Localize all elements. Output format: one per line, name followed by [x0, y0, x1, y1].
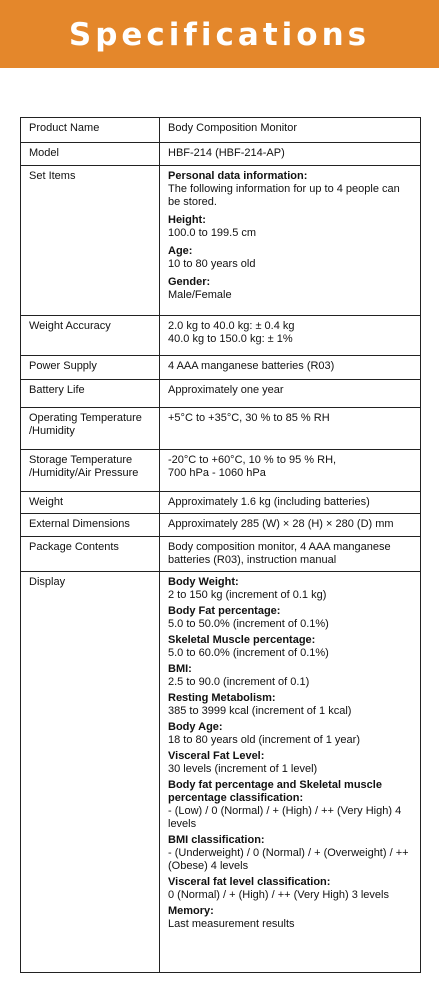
- row-label: Product Name: [21, 118, 160, 143]
- row-value: [160, 166, 421, 316]
- section-text: 18 to 80 years old (increment of 1 year): [168, 734, 360, 746]
- row-value: 4 AAA manganese batteries (R03): [160, 356, 421, 380]
- section-title: Body Fat percentage:: [168, 605, 281, 617]
- row-label: Weight: [21, 492, 160, 514]
- row-label: Set Items: [21, 166, 160, 316]
- row-label: Model: [21, 143, 160, 166]
- spec-section: [168, 876, 415, 902]
- section-title: Age:: [168, 245, 193, 257]
- spec-section: [168, 605, 415, 631]
- row-value: HBF-214 (HBF-214-AP): [160, 143, 421, 166]
- specifications-table: [20, 117, 421, 973]
- table-row: [21, 166, 421, 316]
- row-value: Body Composition Monitor: [160, 118, 421, 143]
- row-label: [21, 450, 160, 492]
- spec-section: [168, 905, 415, 931]
- section-title: Visceral Fat Level:: [168, 750, 265, 762]
- section-text: 0 (Normal) / + (High) / ++ (Very High) 3 levels: [168, 889, 389, 901]
- value-line: -20°C to +60°C, 10 % to 95 % RH,: [168, 454, 337, 466]
- spec-section: [168, 663, 415, 689]
- value-line: 700 hPa - 1060 hPa: [168, 467, 266, 479]
- section-title: Memory:: [168, 905, 214, 917]
- value-line: 40.0 kg to 150.0 kg: ± 1%: [168, 333, 293, 345]
- section-title: Body fat percentage and Skeletal muscle percentage classification:: [168, 779, 382, 804]
- label-line: Operating Temperature: [29, 412, 142, 424]
- table-row: [21, 408, 421, 450]
- section-title: Personal data information:: [168, 170, 308, 182]
- section-text: 10 to 80 years old: [168, 258, 256, 270]
- row-value: [160, 450, 421, 492]
- spec-section: [168, 214, 415, 240]
- section-title: Body Age:: [168, 721, 223, 733]
- label-line: /Humidity: [29, 425, 75, 437]
- table-row: [21, 143, 421, 166]
- row-value: Body composition monitor, 4 AAA manganese batteries (R03), instruction manual: [160, 537, 421, 572]
- section-text: 385 to 3999 kcal (increment of 1 kcal): [168, 705, 352, 717]
- page-title: Specifications: [0, 0, 439, 68]
- section-title: Body Weight:: [168, 576, 239, 588]
- table-row: [21, 514, 421, 537]
- section-text: 100.0 to 199.5 cm: [168, 227, 257, 239]
- section-text: 2.5 to 90.0 (increment of 0.1): [168, 676, 310, 688]
- section-text: 5.0 to 60.0% (increment of 0.1%): [168, 647, 329, 659]
- section-text: - (Low) / 0 (Normal) / + (High) / ++ (Very High) 4 levels: [168, 805, 402, 830]
- section-title: BMI classification:: [168, 834, 265, 846]
- row-value: Approximately 285 (W) × 28 (H) × 280 (D) mm: [160, 514, 421, 537]
- spec-section: [168, 834, 415, 873]
- spec-section: [168, 721, 415, 747]
- table-row: [21, 380, 421, 408]
- value-line: 2.0 kg to 40.0 kg: ± 0.4 kg: [168, 320, 295, 332]
- row-label: Display: [21, 572, 160, 973]
- section-title: Resting Metabolism:: [168, 692, 276, 704]
- row-value: [160, 316, 421, 356]
- table-row: [21, 492, 421, 514]
- section-title: Skeletal Muscle percentage:: [168, 634, 316, 646]
- row-label: Battery Life: [21, 380, 160, 408]
- section-text: - (Underweight) / 0 (Normal) / + (Overweight) / ++ (Obese) 4 levels: [168, 847, 409, 872]
- section-text: Last measurement results: [168, 918, 295, 930]
- row-value: Approximately 1.6 kg (including batteries): [160, 492, 421, 514]
- row-label: Package Contents: [21, 537, 160, 572]
- section-text: The following information for up to 4 people can be stored.: [168, 183, 400, 208]
- table-row: [21, 356, 421, 380]
- section-text: 30 levels (increment of 1 level): [168, 763, 318, 775]
- table-row: [21, 118, 421, 143]
- table-row: [21, 537, 421, 572]
- section-text: 2 to 150 kg (increment of 0.1 kg): [168, 589, 327, 601]
- label-line: Storage Temperature: [29, 454, 133, 466]
- row-value: [160, 572, 421, 973]
- row-label: External Dimensions: [21, 514, 160, 537]
- spec-section: [168, 692, 415, 718]
- table-row: [21, 450, 421, 492]
- spec-section: [168, 276, 415, 302]
- row-label: Weight Accuracy: [21, 316, 160, 356]
- row-value: +5°C to +35°C, 30 % to 85 % RH: [160, 408, 421, 450]
- table-row: [21, 572, 421, 973]
- section-title: BMI:: [168, 663, 192, 675]
- row-label: [21, 408, 160, 450]
- table-row: [21, 316, 421, 356]
- section-title: Gender:: [168, 276, 211, 288]
- section-text: Male/Female: [168, 289, 232, 301]
- row-value: Approximately one year: [160, 380, 421, 408]
- row-label: Power Supply: [21, 356, 160, 380]
- section-text: 5.0 to 50.0% (increment of 0.1%): [168, 618, 329, 630]
- spec-section: [168, 634, 415, 660]
- spec-section: [168, 576, 415, 602]
- spec-section: [168, 170, 415, 209]
- spec-section: [168, 779, 415, 831]
- section-title: Visceral fat level classification:: [168, 876, 331, 888]
- section-title: Height:: [168, 214, 206, 226]
- label-line: /Humidity/Air Pressure: [29, 467, 139, 479]
- spec-section: [168, 245, 415, 271]
- spec-section: [168, 750, 415, 776]
